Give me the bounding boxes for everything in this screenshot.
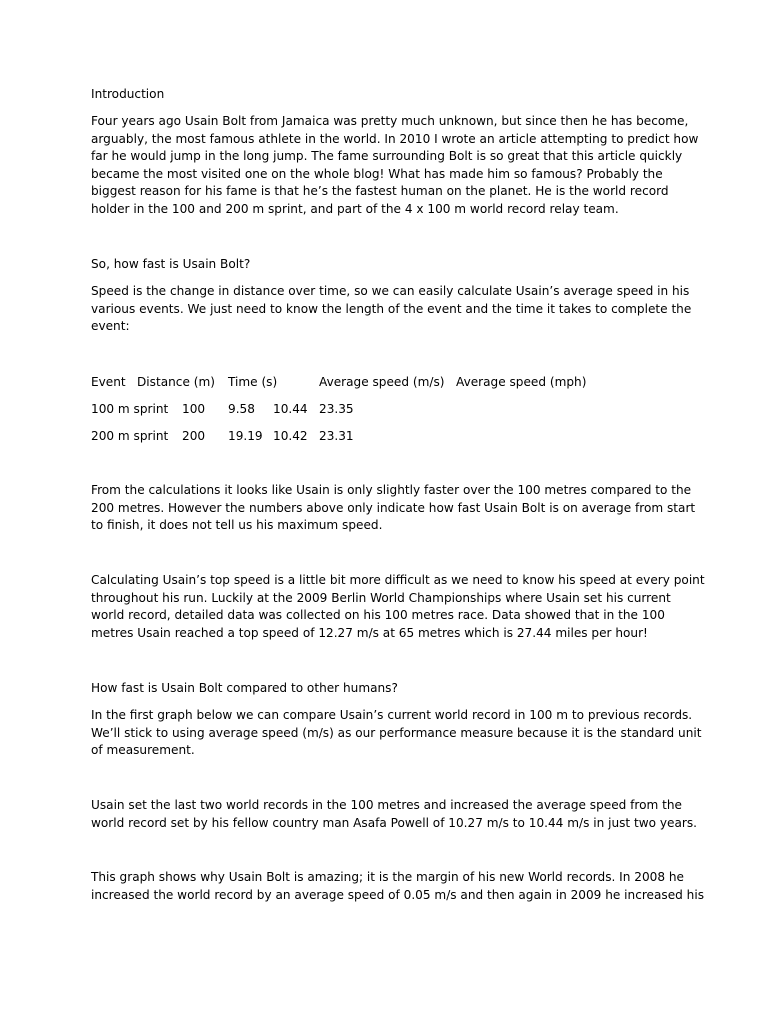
paragraph-speed [91,283,692,336]
paragraph-top-speed [91,572,705,642]
table-header-cell: Distance (m) [137,375,215,389]
table-cell: 100 [182,402,206,416]
paragraph-line: arguably, the most famous athlete in the world. In 2010 I wrote an article attempting to predict how [91,131,699,146]
paragraph-line: to finish, it does not tell us his maximum speed. [91,518,383,533]
paragraph-line: Calculating Usain’s top speed is a little bit more difficult as we need to know his speed at every point [91,573,705,587]
paragraph-line: of measurement. [91,743,195,758]
paragraph-line: This graph shows why Usain Bolt is amazing; it is the margin of his new World records. In 2008 he [91,870,684,884]
heading-introduction: Introduction [91,87,165,101]
paragraph-line: From the calculations it looks like Usain is only slightly faster over the 100 metres compared to the [91,483,692,497]
paragraph-records [91,797,697,832]
table-header-row [91,373,681,391]
table-row [91,427,681,445]
paragraph-line: event: [91,319,130,334]
table-header-cell: Average speed (mph) [456,375,587,389]
table-header-cell: Event [91,375,126,389]
table-row [91,400,681,418]
paragraph-line: far he would jump in the long jump. The fame surrounding Bolt is so great that this article quickly [91,149,683,164]
heading-how-fast: So, how fast is Usain Bolt? [91,257,251,271]
paragraph-line: became the most visited one on the whole blog! What has made him so famous? Probably the [91,166,663,181]
table-cell: 10.42 [273,429,308,443]
paragraph-intro [91,113,699,219]
paragraph-line: various events. We just need to know the length of the event and the time it takes to complete the [91,301,692,316]
paragraph-line: 200 metres. However the numbers above only indicate how fast Usain Bolt is on average from start [91,500,696,515]
table-cell: 200 [182,429,206,443]
table-cell: 10.44 [273,402,308,416]
paragraph-line: metres Usain reached a top speed of 12.27 m/s at 65 metres which is 27.44 miles per hour! [91,625,648,640]
paragraph-graph [91,869,704,904]
table-cell: 100 m sprint [91,402,169,416]
paragraph-calculations [91,482,696,535]
paragraph-line: Speed is the change in distance over time, so we can easily calculate Usain’s average speed in his [91,284,690,298]
paragraph-line: holder in the 100 and 200 m sprint, and part of the 4 x 100 m world record relay team. [91,201,619,216]
paragraph-line: biggest reason for his fame is that he’s the fastest human on the planet. He is the world record [91,184,669,199]
table-cell: 23.31 [319,429,354,443]
paragraph-line: throughout his run. Luckily at the 2009 Berlin World Championships where Usain set his current [91,590,671,605]
table-cell: 9.58 [228,402,255,416]
table-header-cell: Average speed (m/s) [319,375,445,389]
heading-compare: How fast is Usain Bolt compared to other humans? [91,681,398,695]
paragraph-line: world record, detailed data was collected on his 100 metres race. Data showed that in the 100 [91,608,665,623]
paragraph-line: In the first graph below we can compare Usain’s current world record in 100 m to previous records. [91,708,693,722]
paragraph-line: We’ll stick to using average speed (m/s) as our performance measure because it is the standard unit [91,725,702,740]
table-cell: 23.35 [319,402,354,416]
paragraph-line: Usain set the last two world records in the 100 metres and increased the average speed from the [91,798,682,812]
paragraph-compare [91,707,702,760]
table-header-cell: Time (s) [228,375,278,389]
paragraph-line: world record set by his fellow country man Asafa Powell of 10.27 m/s to 10.44 m/s in just two years. [91,815,697,830]
table-cell: 19.19 [228,429,263,443]
table-cell: 200 m sprint [91,429,169,443]
paragraph-line: Four years ago Usain Bolt from Jamaica was pretty much unknown, but since then he has become, [91,114,689,128]
paragraph-line: increased the world record by an average speed of 0.05 m/s and then again in 2009 he increased his [91,887,704,902]
